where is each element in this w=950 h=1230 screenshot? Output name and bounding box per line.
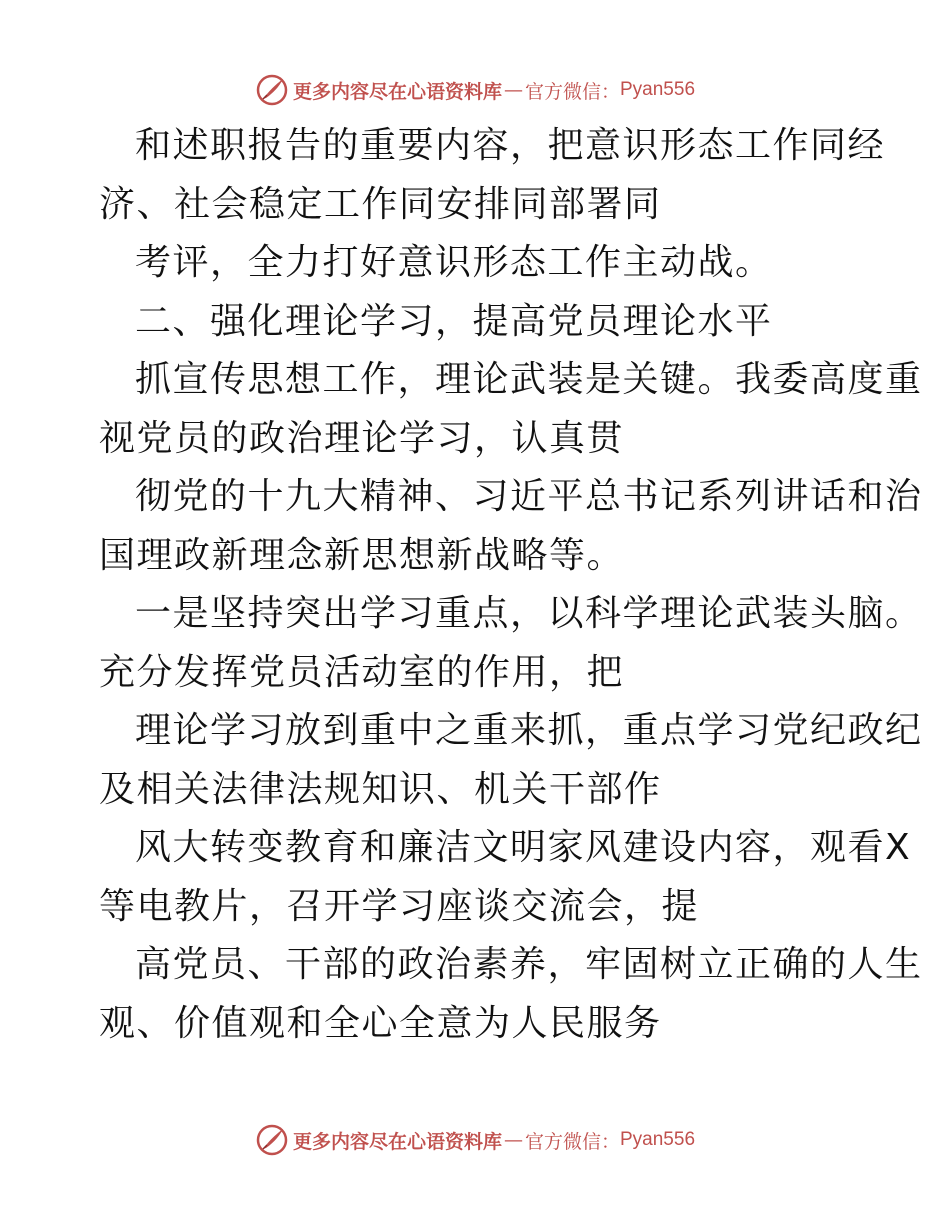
watermark-wechat-label: 官方微信： bbox=[524, 1130, 620, 1153]
watermark-separator: — bbox=[503, 79, 523, 101]
text-line: 二、强化理论学习，提高党员理论水平 bbox=[135, 300, 773, 342]
footer-watermark bbox=[0, 1122, 950, 1158]
text-line: 视党员的政治理论学习，认真贯 bbox=[99, 417, 625, 459]
watermark-wechat-id: Pyan556 bbox=[620, 1129, 696, 1150]
quill-logo-icon bbox=[255, 1123, 289, 1157]
text-line: 等电教片，召开学习座谈交流会，提 bbox=[99, 885, 700, 927]
watermark-separator: — bbox=[503, 1129, 523, 1151]
text-line: 抓宣传思想工作，理论武装是关键。我委高度重 bbox=[135, 359, 923, 400]
header-watermark bbox=[0, 72, 950, 108]
text-line: 和述职报告的重要内容，把意识形态工作同经 bbox=[135, 125, 886, 166]
watermark-text: 更多内容尽在心语资料库 bbox=[292, 80, 502, 103]
text-line: 国理政新理念新思想新战略等。 bbox=[99, 534, 625, 576]
text-line: 理论学习放到重中之重来抓，重点学习党纪政纪 bbox=[135, 710, 923, 751]
watermark-wechat-id: Pyan556 bbox=[620, 79, 696, 100]
quill-logo-icon bbox=[255, 73, 289, 107]
text-line: 高党员、干部的政治素养，牢固树立正确的人生 bbox=[135, 944, 923, 985]
watermark-text: 更多内容尽在心语资料库 bbox=[292, 1130, 502, 1153]
watermark-wechat-label: 官方微信： bbox=[524, 80, 620, 103]
text-line: 考评，全力打好意识形态工作主动战。 bbox=[135, 242, 773, 283]
text-line: 彻党的十九大精神、习近平总书记系列讲话和治 bbox=[135, 476, 923, 517]
text-line: 充分发挥党员活动室的作用，把 bbox=[99, 651, 625, 693]
text-line: 风大转变教育和廉洁文明家风建设内容，观看X bbox=[135, 827, 912, 868]
text-line: 一是坚持突出学习重点，以科学理论武装头脑。 bbox=[135, 593, 923, 634]
text-line: 及相关法律法规知识、机关干部作 bbox=[99, 768, 662, 810]
document-body bbox=[99, 117, 923, 1053]
text-line: 济、社会稳定工作同安排同部署同 bbox=[99, 183, 662, 225]
text-line: 观、价值观和全心全意为人民服务 bbox=[99, 1002, 662, 1044]
